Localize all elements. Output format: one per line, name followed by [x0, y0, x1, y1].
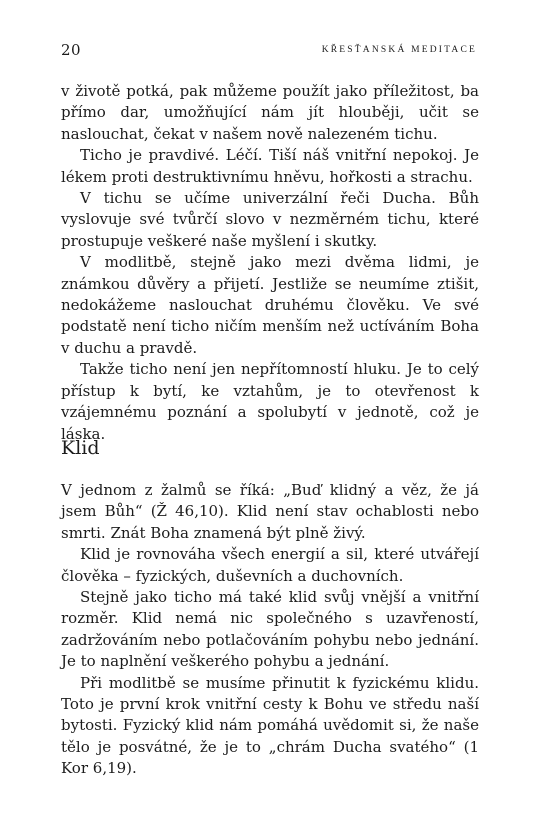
paragraph: V tichu se učíme univerzální řeči Ducha. Bůh vyslovuje své tvůrčí slovo v nezměrném tichu, které prostupuje veškeré naše myšlení i skutky.	[61, 189, 479, 250]
section-body-stillness	[61, 480, 479, 780]
paragraph: Klid je rovnováha všech energií a sil, které utvářejí člověka – fyzických, duševních a duchovních.	[61, 545, 479, 585]
paragraph: v životě potká, pak můžeme použít jako příležitost, ba přímo dar, umožňující nám jít hlouběji, učit se naslouchat, čekat v našem nově nalezeném tichu.	[61, 82, 479, 143]
section-heading: Klid	[61, 437, 100, 459]
paragraph: Ticho je pravdivé. Léčí. Tiší náš vnitřní nepokoj. Je lékem proti destruktivnímu hněvu, hořkosti a strachu.	[61, 146, 479, 186]
paragraph: Stejně jako ticho má také klid svůj vnější a vnitřní rozměr. Klid nemá nic společného s uzavřeností, zadržováním nebo potlačováním pohybu nebo jednání. Je to naplnění veškerého pohybu a jednání.	[61, 588, 479, 671]
section-body-silence	[61, 81, 479, 445]
paragraph: Při modlitbě se musíme přinutit k fyzickému klidu. Toto je první krok vnitřní cesty k Bohu ve středu naší bytosti. Fyzický klid nám pomáhá uvědomit si, že naše tělo je posvátné, že je to „chrám Ducha svatého“ (1 Kor 6,19).	[61, 673, 479, 778]
paragraph: Takže ticho není jen nepřítomností hluku. Je to celý přístup k bytí, ke vztahům, je to otevřenost k vzájemnému poznání a spolubytí v jednotě, což je láska.	[61, 360, 479, 443]
running-head: KŘESŤANSKÁ MEDITACE	[321, 45, 477, 55]
page-number: 20	[61, 41, 82, 59]
paragraph: V jednom z žalmů se říká: „Buď klidný a věz, že já jsem Bůh“ (Ž 46,10). Klid není stav ochablosti nebo smrti. Znát Boha znamená být plně živý.	[61, 481, 479, 542]
paragraph: V modlitbě, stejně jako mezi dvěma lidmi, je známkou důvěry a přijetí. Jestliže se neumíme ztišit, nedokážeme naslouchat druhému člověku. Ve své podstatě není ticho ničím menším než uctíváním Boha v duchu a pravdě.	[61, 253, 479, 357]
